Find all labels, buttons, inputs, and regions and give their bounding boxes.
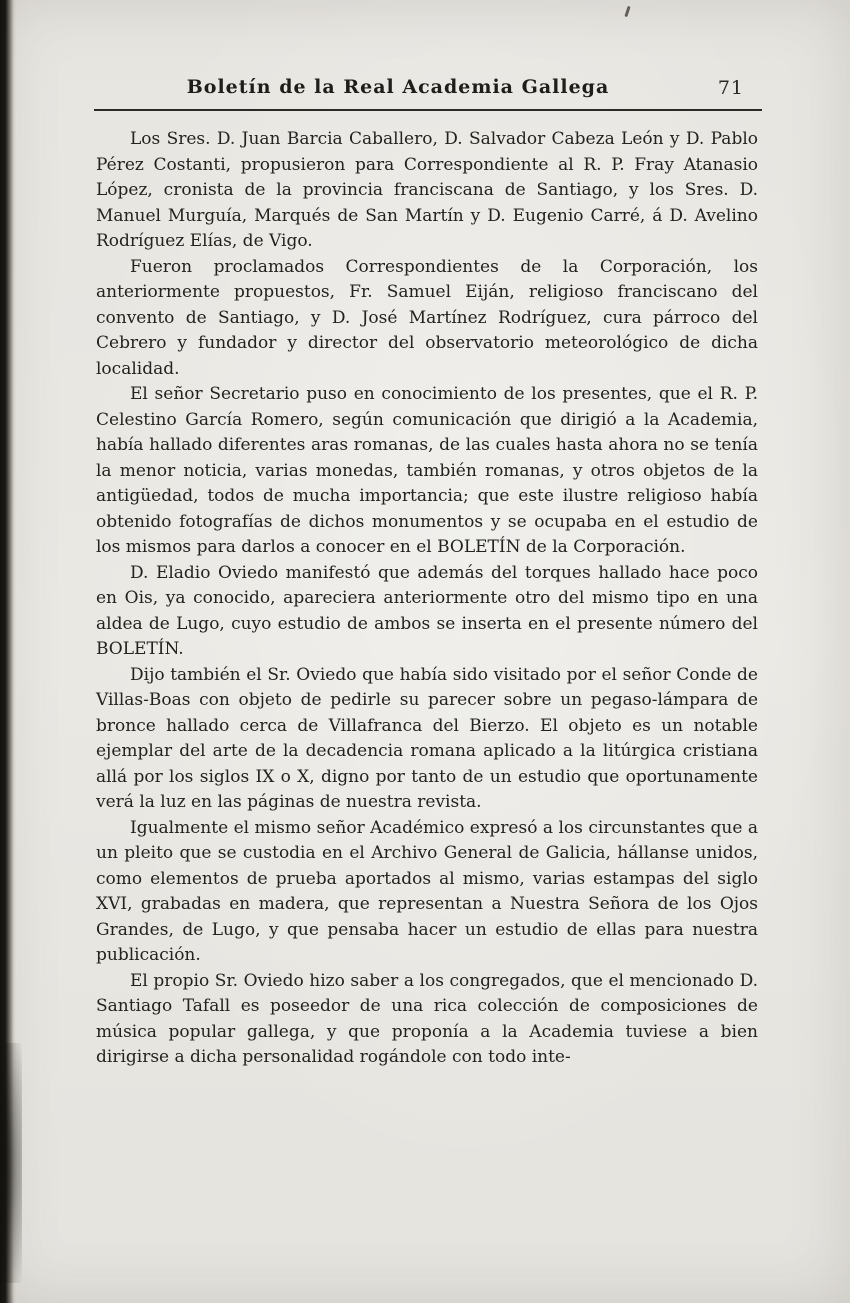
binding-ink-blotch [0,1043,22,1283]
scan-speck [624,6,630,17]
paragraph-1: Los Sres. D. Juan Barcia Caballero, D. Salvador Cabeza León y D. Pablo Pérez Costanti, propusieron para Correspondiente al R. P. Fray Atanasio López, cronista de la provincia franciscana de Santiago, y los Sres. D. Manuel Murguía, Marqués de San Martín y D. Eugenio Carré, á D. Avelino Rodríguez Elías, de Vigo. [96,129,758,251]
paragraph-2: Fueron proclamados Correspondientes de la Corporación, los anteriormente propuestos, Fr. Samuel Eiján, religioso franciscano del convento de Santiago, y D. José Martínez Rodríguez, cura párroco del Cebrero y fundador y director del observatorio meteorológico de dicha localidad. [96,256,758,379]
paragraph-3: El señor Secretario puso en conocimiento de los presentes, que el R. P. Celestino García Romero, según comunicación que dirigió a la Academia, había hallado diferentes aras romanas, de las cuales hasta ahora no se tenía la menor noticia, varias monedas, también romanas, y otros objetos de la antigüedad, todos de mucha importancia; que este ilustre religioso había obtenido fotografías de dichos monumentos y se ocupaba en el estudio de los mismos para darlos a conocer en el BOLETÍN de la Corporación. [96,384,758,557]
page-body [96,127,758,1071]
paragraph-7: El propio Sr. Oviedo hizo saber a los congregados, que el mencionado D. Santiago Tafall es poseedor de una rica colección de composiciones de música popular gallega, y que proponía a la Academia tuviese a bien dirigirse a dicha personalidad rogándole con todo inte- [96,970,758,1067]
header-rule [94,109,762,111]
page-header [96,76,760,102]
paragraph-5: Dijo también el Sr. Oviedo que había sido visitado por el señor Conde de Villas-Boas con objeto de pedirle su parecer sobre un pegaso-lámpara de bronce hallado cerca de Villafranca del Bierzo. El objeto es un notable ejemplar del arte de la decadencia romana aplicado a la litúrgica cristiana allá por los siglos IX o X, digno por tanto de un estudio que oportunamente verá la luz en las páginas de nuestra revista. [96,664,758,812]
paragraph-4: D. Eladio Oviedo manifestó que además del torques hallado hace poco en Ois, ya conocido, apareciera anteriormente otro del mismo tipo en una aldea de Lugo, cuyo estudio de ambos se inserta en el presente número del BOLETÍN. [96,562,758,659]
page-number: 71 [717,77,744,99]
paragraph-6: Igualmente el mismo señor Académico expresó a los circunstantes que a un pleito que se custodia en el Archivo General de Galicia, hállanse unidos, como elementos de prueba aportados al mismo, varias estampas del siglo XVI, grabadas en madera, que representan a Nuestra Señora de los Ojos Grandes, de Lugo, y que pensaba hacer un estudio de ellas para nuestra publicación. [96,817,758,965]
running-title: Boletín de la Real Academia Gallega [186,76,610,98]
